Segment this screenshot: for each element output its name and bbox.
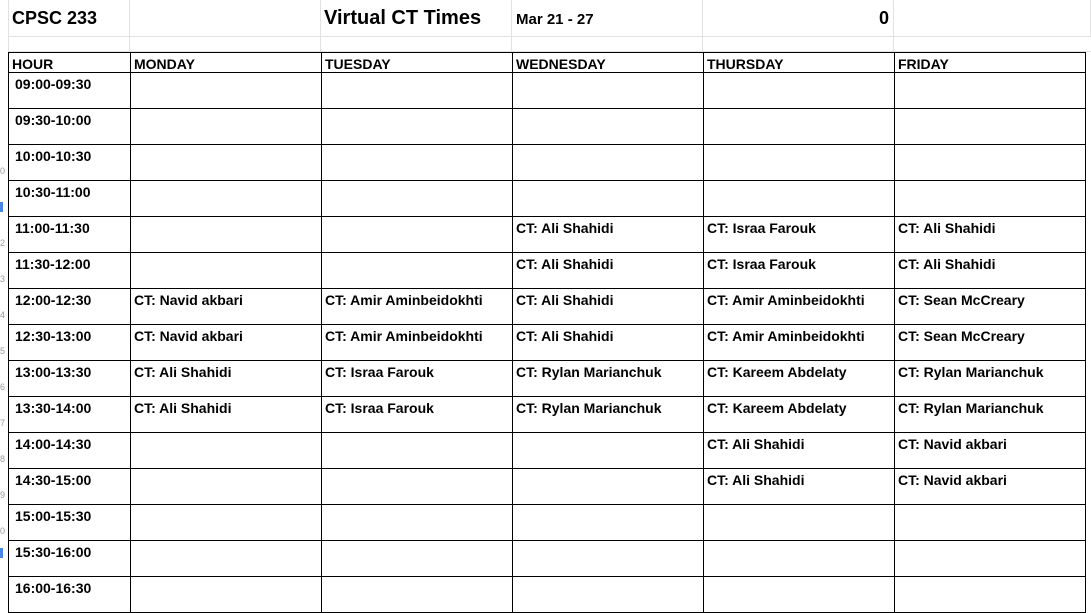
header-tuesday[interactable]: TUESDAY <box>322 53 513 73</box>
title-row <box>8 0 1091 37</box>
slot-cell-friday[interactable] <box>895 73 1086 109</box>
schedule-row <box>9 361 1086 397</box>
schedule-row <box>9 325 1086 361</box>
date-range: Mar 21 - 27 <box>516 11 594 28</box>
slot-cell-friday[interactable] <box>895 577 1086 613</box>
row-number[interactable]: 7 <box>0 418 6 428</box>
slot-cell-thursday[interactable] <box>704 505 895 541</box>
slot-cell-friday[interactable]: CT: Sean McCreary <box>895 325 1086 361</box>
slot-cell-wednesday[interactable]: CT: Ali Shahidi <box>513 325 704 361</box>
row-number[interactable]: 2 <box>0 238 6 248</box>
hour-cell[interactable]: 13:30-14:00 <box>9 397 131 433</box>
slot-cell-wednesday[interactable] <box>513 433 704 469</box>
row-number[interactable]: 0 <box>0 166 6 176</box>
schedule-row <box>9 433 1086 469</box>
slot-cell-monday[interactable] <box>131 469 322 505</box>
slot-cell-thursday[interactable] <box>704 73 895 109</box>
slot-cell-friday[interactable]: CT: Navid akbari <box>895 469 1086 505</box>
date-range-cell[interactable] <box>512 0 703 37</box>
hour-cell[interactable]: 11:30-12:00 <box>9 253 131 289</box>
slot-cell-thursday[interactable] <box>704 109 895 145</box>
slot-cell-wednesday[interactable] <box>513 469 704 505</box>
slot-cell-monday[interactable] <box>131 433 322 469</box>
slot-cell-thursday[interactable]: CT: Ali Shahidi <box>704 469 895 505</box>
slot-cell-thursday[interactable]: CT: Kareem Abdelaty <box>704 361 895 397</box>
slot-cell-thursday[interactable]: CT: Ali Shahidi <box>704 433 895 469</box>
course-code-cell[interactable] <box>8 0 130 37</box>
row-number[interactable]: 3 <box>0 274 6 284</box>
hour-cell[interactable]: 13:00-13:30 <box>9 361 131 397</box>
slot-cell-tuesday[interactable] <box>322 469 513 505</box>
spacer-cell[interactable] <box>130 37 321 52</box>
slot-cell-wednesday[interactable]: CT: Ali Shahidi <box>513 217 704 253</box>
course-code: CPSC 233 <box>12 7 98 28</box>
slot-cell-thursday[interactable] <box>704 541 895 577</box>
empty-title-cell[interactable] <box>894 0 1091 37</box>
header-hour[interactable]: HOUR <box>9 53 131 73</box>
schedule-row <box>9 469 1086 505</box>
slot-cell-tuesday[interactable]: CT: Amir Aminbeidokhti <box>322 289 513 325</box>
slot-cell-wednesday[interactable] <box>513 541 704 577</box>
spacer-cell[interactable] <box>512 37 703 52</box>
spacer-cell[interactable] <box>321 37 512 52</box>
header-thursday[interactable]: THURSDAY <box>704 53 895 73</box>
slot-cell-wednesday[interactable] <box>513 145 704 181</box>
row-selection-marker <box>0 202 3 212</box>
row-number[interactable]: 0 <box>0 526 6 536</box>
slot-cell-thursday[interactable]: CT: Kareem Abdelaty <box>704 397 895 433</box>
slot-cell-tuesday[interactable] <box>322 73 513 109</box>
schedule-row <box>9 289 1086 325</box>
empty-title-cell[interactable] <box>130 0 321 37</box>
slot-cell-wednesday[interactable] <box>513 181 704 217</box>
schedule-row <box>9 397 1086 433</box>
schedule-row <box>9 217 1086 253</box>
hour-cell[interactable]: 10:30-11:00 <box>9 181 131 217</box>
schedule-row <box>9 253 1086 289</box>
hour-cell[interactable]: 12:30-13:00 <box>9 325 131 361</box>
schedule-row <box>9 181 1086 217</box>
header-wednesday[interactable]: WEDNESDAY <box>513 53 704 73</box>
slot-cell-monday[interactable] <box>131 505 322 541</box>
hour-cell[interactable]: 12:00-12:30 <box>9 289 131 325</box>
slot-cell-wednesday[interactable] <box>513 577 704 613</box>
hour-cell[interactable]: 14:00-14:30 <box>9 433 131 469</box>
slot-cell-tuesday[interactable] <box>322 253 513 289</box>
header-monday[interactable]: MONDAY <box>131 53 322 73</box>
slot-cell-thursday[interactable]: CT: Israa Farouk <box>704 217 895 253</box>
slot-cell-tuesday[interactable] <box>322 433 513 469</box>
slot-cell-wednesday[interactable] <box>513 505 704 541</box>
slot-cell-friday[interactable] <box>895 541 1086 577</box>
row-number[interactable]: 4 <box>0 310 6 320</box>
hour-cell[interactable]: 10:00-10:30 <box>9 145 131 181</box>
schedule-table <box>8 52 1086 613</box>
slot-cell-monday[interactable] <box>131 181 322 217</box>
slot-cell-wednesday[interactable] <box>513 109 704 145</box>
header-row <box>9 53 1086 73</box>
slot-cell-tuesday[interactable] <box>322 217 513 253</box>
hour-cell[interactable]: 15:30-16:00 <box>9 541 131 577</box>
slot-cell-monday[interactable] <box>131 145 322 181</box>
counter-value: 0 <box>878 7 889 28</box>
row-number[interactable]: 8 <box>0 454 6 464</box>
hour-cell[interactable]: 09:00-09:30 <box>9 73 131 109</box>
slot-cell-friday[interactable]: CT: Ali Shahidi <box>895 253 1086 289</box>
row-selection-marker <box>0 548 3 558</box>
schedule-row <box>9 505 1086 541</box>
slot-cell-monday[interactable]: CT: Navid akbari <box>131 325 322 361</box>
hour-cell[interactable]: 09:30-10:00 <box>9 109 131 145</box>
sheet-title: Virtual CT Times <box>324 6 482 29</box>
slot-cell-tuesday[interactable] <box>322 577 513 613</box>
slot-cell-friday[interactable]: CT: Navid akbari <box>895 433 1086 469</box>
spacer-cell[interactable] <box>703 37 894 52</box>
slot-cell-monday[interactable]: CT: Ali Shahidi <box>131 397 322 433</box>
slot-cell-tuesday[interactable] <box>322 505 513 541</box>
schedule-row <box>9 541 1086 577</box>
slot-cell-thursday[interactable]: CT: Amir Aminbeidokhti <box>704 289 895 325</box>
slot-cell-thursday[interactable] <box>704 577 895 613</box>
schedule-row <box>9 73 1086 109</box>
slot-cell-wednesday[interactable]: CT: Ali Shahidi <box>513 289 704 325</box>
slot-cell-friday[interactable]: CT: Rylan Marianchuk <box>895 361 1086 397</box>
slot-cell-wednesday[interactable] <box>513 73 704 109</box>
slot-cell-tuesday[interactable]: CT: Amir Aminbeidokhti <box>322 325 513 361</box>
header-friday[interactable]: FRIDAY <box>895 53 1086 73</box>
schedule-row <box>9 109 1086 145</box>
slot-cell-wednesday[interactable]: CT: Ali Shahidi <box>513 253 704 289</box>
slot-cell-thursday[interactable] <box>704 145 895 181</box>
slot-cell-monday[interactable]: CT: Navid akbari <box>131 289 322 325</box>
counter-cell[interactable] <box>703 0 894 37</box>
hour-cell[interactable]: 16:00-16:30 <box>9 577 131 613</box>
slot-cell-friday[interactable]: CT: Sean McCreary <box>895 289 1086 325</box>
hour-cell[interactable]: 15:00-15:30 <box>9 505 131 541</box>
slot-cell-tuesday[interactable]: CT: Israa Farouk <box>322 361 513 397</box>
slot-cell-friday[interactable]: CT: Ali Shahidi <box>895 217 1086 253</box>
row-number[interactable]: 6 <box>0 382 6 392</box>
slot-cell-tuesday[interactable] <box>322 541 513 577</box>
slot-cell-monday[interactable] <box>131 541 322 577</box>
row-number[interactable]: 5 <box>0 346 6 356</box>
hour-cell[interactable]: 11:00-11:30 <box>9 217 131 253</box>
slot-cell-tuesday[interactable] <box>322 181 513 217</box>
slot-cell-wednesday[interactable]: CT: Rylan Marianchuk <box>513 397 704 433</box>
slot-cell-friday[interactable] <box>895 145 1086 181</box>
slot-cell-thursday[interactable] <box>704 181 895 217</box>
slot-cell-friday[interactable] <box>895 181 1086 217</box>
slot-cell-friday[interactable] <box>895 109 1086 145</box>
sheet-title-cell[interactable] <box>321 0 512 37</box>
slot-cell-thursday[interactable]: CT: Amir Aminbeidokhti <box>704 325 895 361</box>
row-number[interactable]: 9 <box>0 490 6 500</box>
slot-cell-tuesday[interactable] <box>322 109 513 145</box>
schedule-body <box>9 73 1086 613</box>
slot-cell-tuesday[interactable] <box>322 145 513 181</box>
slot-cell-friday[interactable]: CT: Rylan Marianchuk <box>895 397 1086 433</box>
slot-cell-thursday[interactable]: CT: Israa Farouk <box>704 253 895 289</box>
spacer-cell[interactable] <box>8 37 130 52</box>
spacer-row <box>8 37 1091 52</box>
slot-cell-monday[interactable] <box>131 109 322 145</box>
slot-cell-monday[interactable] <box>131 253 322 289</box>
slot-cell-friday[interactable] <box>895 505 1086 541</box>
slot-cell-wednesday[interactable]: CT: Rylan Marianchuk <box>513 361 704 397</box>
slot-cell-tuesday[interactable]: CT: Israa Farouk <box>322 397 513 433</box>
schedule-row <box>9 145 1086 181</box>
hour-cell[interactable]: 14:30-15:00 <box>9 469 131 505</box>
slot-cell-monday[interactable] <box>131 217 322 253</box>
schedule-row <box>9 577 1086 613</box>
slot-cell-monday[interactable] <box>131 577 322 613</box>
slot-cell-monday[interactable] <box>131 73 322 109</box>
slot-cell-monday[interactable]: CT: Ali Shahidi <box>131 361 322 397</box>
